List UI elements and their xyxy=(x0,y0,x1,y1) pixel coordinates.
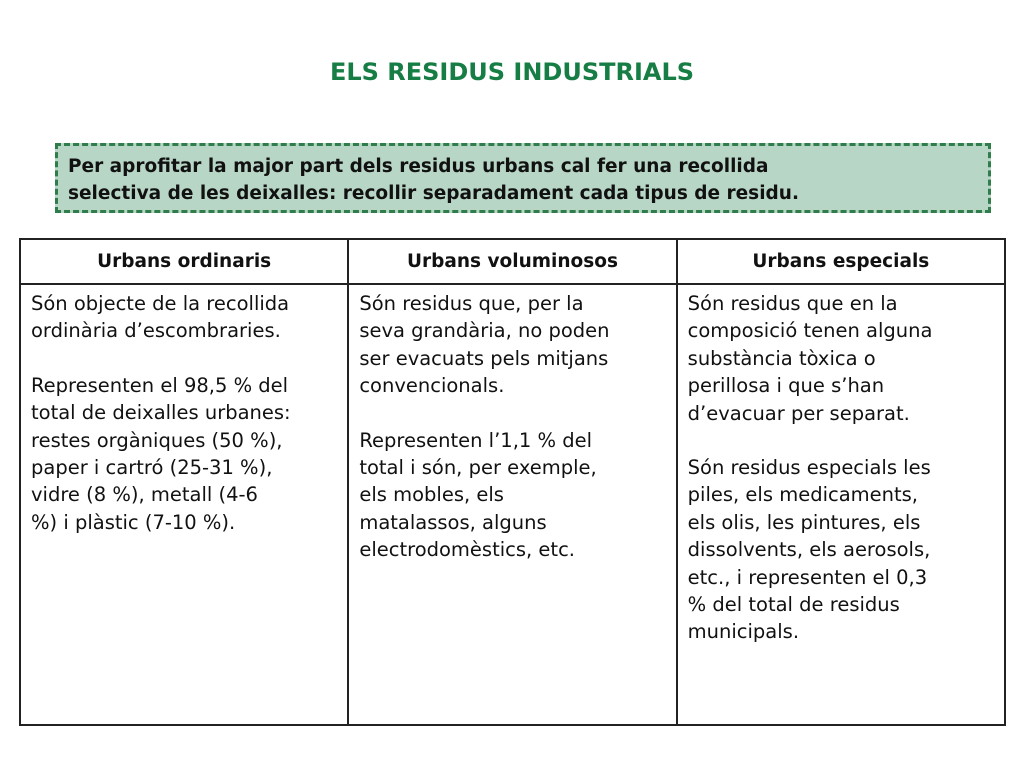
text-line: electrodomèstics, etc. xyxy=(359,538,575,562)
text-line: Representen l’1,1 % del xyxy=(359,428,593,452)
waste-categories-table xyxy=(19,238,1006,726)
text-line: Són objecte de la recollida xyxy=(31,292,290,315)
text-line: convencionals. xyxy=(359,374,505,398)
text-line: Són residus especials les xyxy=(687,456,931,480)
note-line-1: Per aprofitar la major part dels residus urbans cal fer una recollida xyxy=(68,156,769,177)
text-line: dissolvents, els aerosols, xyxy=(687,538,931,562)
text-line: etc., i representen el 0,3 xyxy=(687,565,928,589)
text-line: piles, els medicaments, xyxy=(687,483,919,507)
cell-urbans-voluminosos xyxy=(348,284,676,725)
text-line: ordinària d’escombraries. xyxy=(31,319,281,343)
text-line: Són residus que en la xyxy=(687,292,898,315)
text-line: perillosa i que s’han xyxy=(687,374,885,398)
text-line: matalassos, alguns xyxy=(359,510,547,534)
text-line: Representen el 98,5 % del xyxy=(31,373,289,397)
text-line: els olis, les pintures, els xyxy=(687,510,921,534)
header-urbans-especials: Urbans especials xyxy=(677,239,1005,284)
text-line: els mobles, els xyxy=(359,483,504,507)
header-urbans-voluminosos: Urbans voluminosos xyxy=(348,239,676,284)
page-title: ELS RESIDUS INDUSTRIALS xyxy=(329,58,695,86)
paragraph xyxy=(359,427,667,564)
text-line: total de deixalles urbanes: xyxy=(31,401,291,425)
text-line: ser evacuats pels mitjans xyxy=(359,346,609,370)
text-line: % del total de residus xyxy=(687,593,900,617)
table-header-row xyxy=(20,239,1005,284)
text-line: paper i cartró (25-31 %), xyxy=(31,456,273,480)
paragraph xyxy=(31,290,339,345)
header-urbans-ordinaris: Urbans ordinaris xyxy=(20,239,348,284)
paragraph xyxy=(31,372,339,536)
cell-urbans-ordinaris xyxy=(20,284,348,725)
text-line: total i són, per exemple, xyxy=(359,456,597,480)
text-line: substància tòxica o xyxy=(687,346,876,370)
paragraph xyxy=(359,290,667,400)
text-line: restes orgàniques (50 %), xyxy=(31,428,283,452)
text-line: composició tenen alguna xyxy=(687,319,933,343)
info-note xyxy=(55,143,991,213)
cell-urbans-especials xyxy=(677,284,1005,725)
text-line: seva grandària, no poden xyxy=(359,319,610,343)
paragraph xyxy=(688,454,996,646)
text-line: municipals. xyxy=(687,620,800,644)
table-row xyxy=(20,284,1005,725)
text-line: Són residus que, per la xyxy=(359,292,584,315)
paragraph xyxy=(688,290,996,427)
text-line: d’evacuar per separat. xyxy=(687,401,910,425)
text-line: vidre (8 %), metall (4-6 xyxy=(31,483,258,507)
text-line: %) i plàstic (7-10 %). xyxy=(31,510,236,534)
note-line-2: selectiva de les deixalles: recollir separadament cada tipus de residu. xyxy=(68,183,799,204)
